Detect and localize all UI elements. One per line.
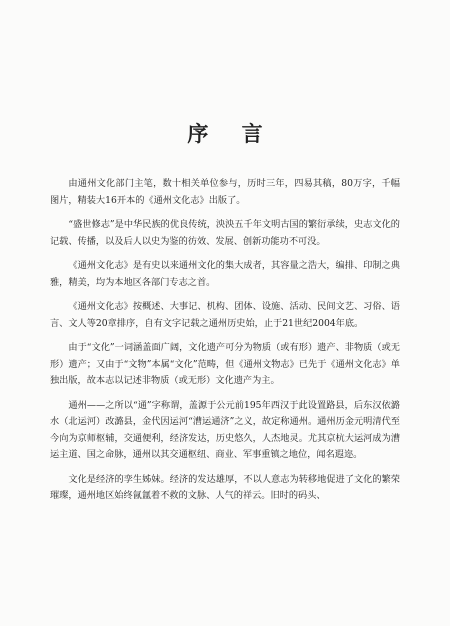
preface-body <box>50 176 400 513</box>
page-title: 序 言 <box>187 122 276 146</box>
paragraph: 文化是经济的孪生姊妹。经济的发达雄厚，不以人意志为转移地促进了文化的繁荣璀璨，通州地区始终氤氲着不救的文脉、人气的祥云。旧时的码头、 <box>50 473 400 501</box>
paragraph: 《通州文化志》按概述、大事记、机构、团体、设施、活动、民间文艺、习俗、语言、文人等20章排序，自有文字记载之通州历史始，止于21世纪2004年底。 <box>50 301 400 329</box>
paragraph: 由通州文化部门主笔，数十相关单位参与，历时三年，四易其稿，80万字，千幅图片，精装大16开本的《通州文化志》出版了。 <box>50 178 400 206</box>
paragraph: 由于“文化”一词涵盖面广阔，文化遗产可分为物质（或有形）遗产、非物质（或无形）遗产；又由于“文物”本属“文化”范畴，但《通州文物志》已先于《通州文化志》单独出版，故本志以记述非物质（或无形）文化遗产为主。 <box>50 342 400 386</box>
paragraph: “盛世修志”是中华民族的优良传统，泱泱五千年文明古国的繁衍承续，史志文化的记载、传播，以及后人以史为鉴的彷效、发展、创新功能功不可没。 <box>50 219 400 247</box>
paragraph: 《通州文化志》是有史以来通州文化的集大成者，其容量之浩大，编排、印制之典雅，精美，均为本地区各部门专志之首。 <box>50 260 400 288</box>
paragraph: 通州——之所以“通”字称谓，盖源于公元前195年西汉于此设置路县，后东汉依潞水（北运河）改潞县，金代因运河“漕运通济”之义，故定称通州。通州历金元明清代至今向为京师枢辅，交通便利，经济发达，历史悠久，人杰地灵。尤其京杭大运河成为漕运主道、国之命脉，通州以其交通枢纽、商业、军事重镇之地位，闻名遐迩。 <box>50 399 400 460</box>
